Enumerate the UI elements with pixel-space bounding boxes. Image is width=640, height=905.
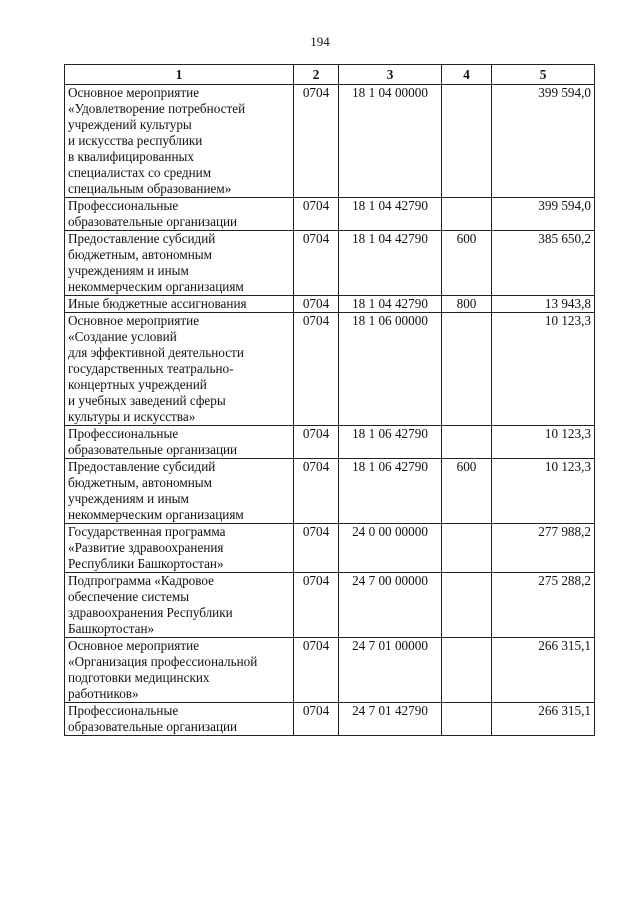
row-name-cell [65, 459, 294, 524]
row-target-text: 24 7 01 42790 [352, 703, 428, 718]
row-name-cell [65, 573, 294, 638]
row-section-cell [294, 296, 339, 313]
row-name-cell [65, 296, 294, 313]
row-amount-text: 399 594,0 [538, 198, 591, 213]
row-name-text: Профессиональные образовательные организации [68, 426, 238, 457]
page-number: 194 [310, 34, 330, 49]
row-amount-text: 266 315,1 [538, 638, 591, 653]
table-row [65, 573, 595, 638]
table-row [65, 198, 595, 231]
table-row [65, 231, 595, 296]
row-amount-text: 13 943,8 [544, 296, 591, 311]
row-amount-text: 10 123,3 [544, 426, 591, 441]
row-amount-text: 275 288,2 [538, 573, 591, 588]
row-target-text: 18 1 04 42790 [352, 231, 428, 246]
row-amount-cell [492, 703, 595, 736]
header-col-2: 2 [294, 65, 339, 85]
row-amount-cell [492, 524, 595, 573]
row-section-text: 0704 [302, 524, 330, 539]
row-section-text: 0704 [302, 231, 330, 246]
row-target-cell [339, 426, 442, 459]
row-section-text: 0704 [302, 313, 330, 328]
table-body [65, 85, 595, 736]
row-section-text: 0704 [302, 198, 330, 213]
table-row [65, 296, 595, 313]
row-section-text: 0704 [302, 573, 330, 588]
row-target-text: 18 1 04 00000 [352, 85, 428, 100]
row-type-cell [442, 85, 492, 198]
table-row [65, 426, 595, 459]
row-section-cell [294, 85, 339, 198]
row-target-text: 18 1 06 00000 [352, 313, 428, 328]
row-target-text: 24 7 00 00000 [352, 573, 428, 588]
row-amount-text: 266 315,1 [538, 703, 591, 718]
row-target-cell [339, 296, 442, 313]
budget-table [64, 64, 595, 736]
row-amount-cell [492, 231, 595, 296]
row-amount-text: 399 594,0 [538, 85, 591, 100]
row-section-cell [294, 231, 339, 296]
header-col-3: 3 [339, 65, 442, 85]
row-amount-cell [492, 85, 595, 198]
row-type-text: 600 [456, 231, 477, 246]
row-amount-cell [492, 313, 595, 426]
row-target-text: 18 1 06 42790 [352, 426, 428, 441]
row-name-text: Иные бюджетные ассигнования [68, 296, 247, 311]
row-section-cell [294, 524, 339, 573]
header-col-4: 4 [442, 65, 492, 85]
table-row [65, 313, 595, 426]
row-name-text: Подпрограмма «Кадровое обеспечение системы здравоохранения Республики Башкортостан» [68, 573, 233, 636]
row-amount-text: 10 123,3 [544, 313, 591, 328]
row-target-text: 24 7 01 00000 [352, 638, 428, 653]
table-header-row [65, 65, 595, 85]
row-section-cell [294, 198, 339, 231]
row-name-text: Предоставление субсидий бюджетным, автономным учреждениям и иным некоммерческим организациям [68, 459, 244, 522]
header-col-1: 1 [65, 65, 294, 85]
row-amount-cell [492, 198, 595, 231]
row-type-cell [442, 313, 492, 426]
row-type-cell [442, 703, 492, 736]
row-amount-cell [492, 296, 595, 313]
row-name-text: Основное мероприятие «Создание условий для эффективной деятельности государственных театрально- концертных учреждений и учебных заведений сферы культуры и искусства» [68, 313, 244, 424]
row-amount-text: 277 988,2 [538, 524, 591, 539]
row-target-cell [339, 231, 442, 296]
row-section-text: 0704 [302, 459, 330, 474]
row-section-text: 0704 [302, 85, 330, 100]
row-name-text: Основное мероприятие «Организация профессиональной подготовки медицинских работников» [68, 638, 258, 701]
row-amount-cell [492, 638, 595, 703]
row-section-cell [294, 426, 339, 459]
row-type-cell [442, 231, 492, 296]
row-type-cell [442, 459, 492, 524]
row-name-text: Государственная программа «Развитие здравоохранения Республики Башкортостан» [68, 524, 226, 571]
row-target-text: 18 1 06 42790 [352, 459, 428, 474]
row-target-text: 18 1 04 42790 [352, 296, 428, 311]
row-type-cell [442, 638, 492, 703]
row-type-text: 800 [456, 296, 477, 311]
row-section-cell [294, 459, 339, 524]
row-name-text: Основное мероприятие «Удовлетворение потребностей учреждений культуры и искусства республики в квалифицированных специалистах со средним специальным образованием» [68, 85, 246, 196]
row-name-text: Предоставление субсидий бюджетным, автономным учреждениям и иным некоммерческим организациям [68, 231, 244, 294]
table-row [65, 85, 595, 198]
row-section-cell [294, 638, 339, 703]
row-name-cell [65, 198, 294, 231]
row-section-text: 0704 [302, 426, 330, 441]
row-section-text: 0704 [302, 638, 330, 653]
row-target-cell [339, 573, 442, 638]
row-section-cell [294, 703, 339, 736]
row-type-cell [442, 426, 492, 459]
row-target-text: 24 0 00 00000 [352, 524, 428, 539]
row-target-cell [339, 459, 442, 524]
row-target-cell [339, 638, 442, 703]
row-target-cell [339, 313, 442, 426]
row-target-cell [339, 198, 442, 231]
row-name-cell [65, 85, 294, 198]
row-type-text: 600 [456, 459, 477, 474]
row-name-cell [65, 426, 294, 459]
row-name-cell [65, 313, 294, 426]
row-amount-cell [492, 426, 595, 459]
row-target-text: 18 1 04 42790 [352, 198, 428, 213]
row-amount-cell [492, 573, 595, 638]
row-amount-text: 385 650,2 [538, 231, 591, 246]
row-target-cell [339, 524, 442, 573]
row-section-cell [294, 313, 339, 426]
row-amount-text: 10 123,3 [544, 459, 591, 474]
row-section-cell [294, 573, 339, 638]
row-name-cell [65, 231, 294, 296]
row-name-cell [65, 638, 294, 703]
table-row [65, 524, 595, 573]
row-name-text: Профессиональные образовательные организации [68, 198, 238, 229]
row-name-cell [65, 703, 294, 736]
table-row [65, 703, 595, 736]
row-target-cell [339, 85, 442, 198]
row-section-text: 0704 [302, 703, 330, 718]
row-target-cell [339, 703, 442, 736]
row-type-cell [442, 296, 492, 313]
table-row [65, 459, 595, 524]
row-section-text: 0704 [302, 296, 330, 311]
row-type-cell [442, 198, 492, 231]
table-row [65, 638, 595, 703]
header-col-5: 5 [492, 65, 595, 85]
row-name-cell [65, 524, 294, 573]
row-amount-cell [492, 459, 595, 524]
row-type-cell [442, 524, 492, 573]
row-type-cell [442, 573, 492, 638]
row-name-text: Профессиональные образовательные организации [68, 703, 238, 734]
